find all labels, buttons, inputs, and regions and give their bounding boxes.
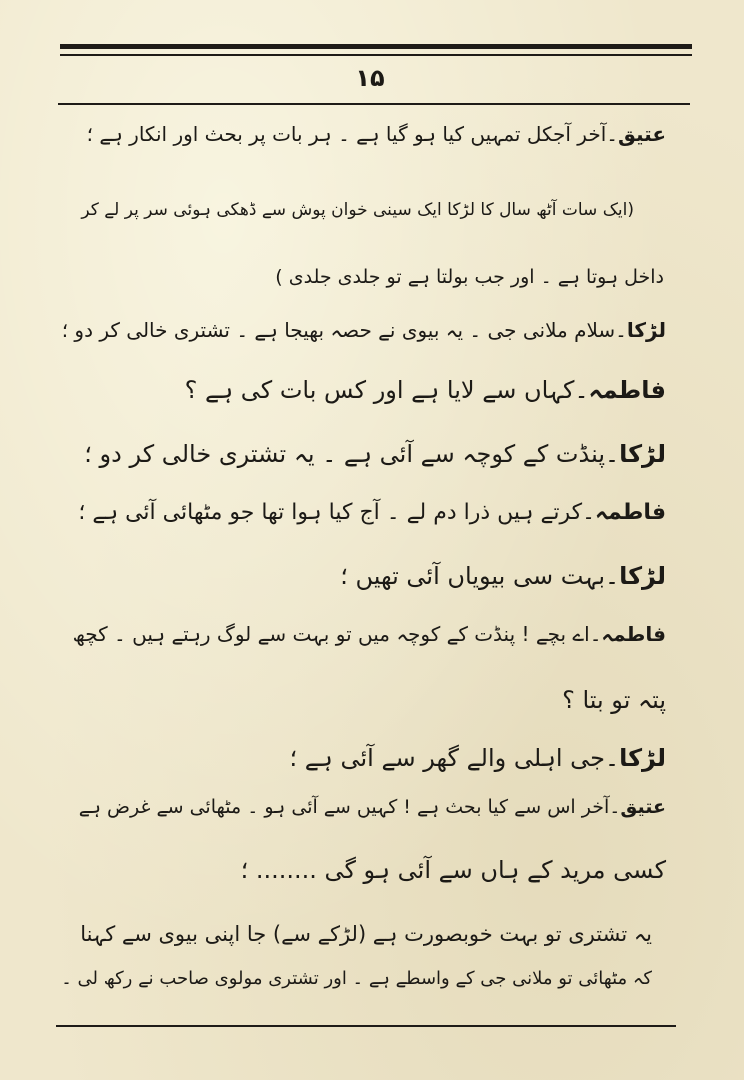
dialogue-line <box>84 440 666 469</box>
dialogue-line <box>62 318 666 342</box>
dialogue-line <box>73 622 666 646</box>
line-text: ۔جی اہلی والے گھر سے آئی ہے ؛ <box>289 744 620 772</box>
dialogue-line <box>78 500 666 526</box>
dialogue-continuation <box>562 686 666 715</box>
speaker-name: لڑکا <box>619 744 666 772</box>
speaker-name: لڑکا <box>619 440 666 468</box>
line-text: کسی مرید کے ہاں سے آئی ہو گی ........ ؛ <box>240 856 666 884</box>
speaker-name: فاطمہ <box>588 376 666 404</box>
line-text: ۔کہاں سے لایا ہے اور کس بات کی ہے ؟ <box>184 376 589 404</box>
stage-direction <box>275 266 664 289</box>
dialogue-continuation <box>61 968 652 990</box>
line-text: ۔آخر اس سے کیا بحث ہے ! کہیں سے آئی ہو ۔ مٹھائی سے غرض ہے <box>78 796 621 818</box>
line-text: کہ مٹھائی تو ملانی جی کے واسطے ہے ۔ اور تشتری مولوی صاحب نے رکھ لی ۔ <box>61 968 652 989</box>
line-text: ۔اے بچے ! پنڈت کے کوچہ میں تو بہت سے لوگ رہتے ہیں ۔ کچھ <box>72 622 602 646</box>
header-rule-thin <box>60 54 692 56</box>
footer-rule <box>56 1025 676 1027</box>
dialogue-line <box>87 122 666 146</box>
page-number: ۱۵ <box>355 64 385 92</box>
dialogue-continuation <box>241 856 666 885</box>
speaker-name: فاطمہ <box>594 500 666 525</box>
speaker-name: عتیق <box>617 122 666 146</box>
speaker-name: لڑکا <box>619 562 666 590</box>
line-text: ۔کرتے ہیں ذرا دم لے ۔ آج کیا ہوا تھا جو مٹھائی آئی ہے ؛ <box>78 500 595 525</box>
dialogue-line <box>185 376 666 405</box>
page-number-rule <box>58 103 690 105</box>
speaker-name: لڑکا <box>626 318 666 342</box>
header-rule-thick <box>60 44 692 49</box>
dialogue-line <box>79 796 666 819</box>
dialogue-line <box>340 562 666 591</box>
line-text: ۔بہت سی بیویاں آئی تھیں ؛ <box>340 562 620 590</box>
speaker-name: فاطمہ <box>601 622 666 646</box>
dialogue-continuation <box>80 922 652 947</box>
line-text: ۔آخر آجکل تمہیں کیا ہو گیا ہے ۔ ہر بات پر بحث اور انکار ہے ؛ <box>86 122 618 146</box>
stage-direction <box>81 200 634 220</box>
line-text: ۔پنڈت کے کوچہ سے آئی ہے ۔ یہ تشتری خالی کر دو ؛ <box>84 440 620 468</box>
line-text: پتہ تو بتا ؟ <box>562 686 666 714</box>
line-text: داخل ہوتا ہے ۔ اور جب بولتا ہے تو جلدی جلدی ) <box>275 266 664 288</box>
line-text: ۔سلام ملانی جی ۔ یہ بیوی نے حصہ بھیجا ہے ۔ تشتری خالی کر دو ؛ <box>61 318 627 342</box>
speaker-name: عتیق <box>620 796 666 818</box>
line-text: (ایک سات آٹھ سال کا لڑکا ایک سینی خوان پوش سے ڈھکی ہوئی سر پر لے کر <box>81 200 634 220</box>
line-text: یہ تشتری تو بہت خوبصورت ہے (لڑکے سے) جا اپنی بیوی سے کہنا <box>80 922 652 946</box>
dialogue-line <box>289 744 666 773</box>
